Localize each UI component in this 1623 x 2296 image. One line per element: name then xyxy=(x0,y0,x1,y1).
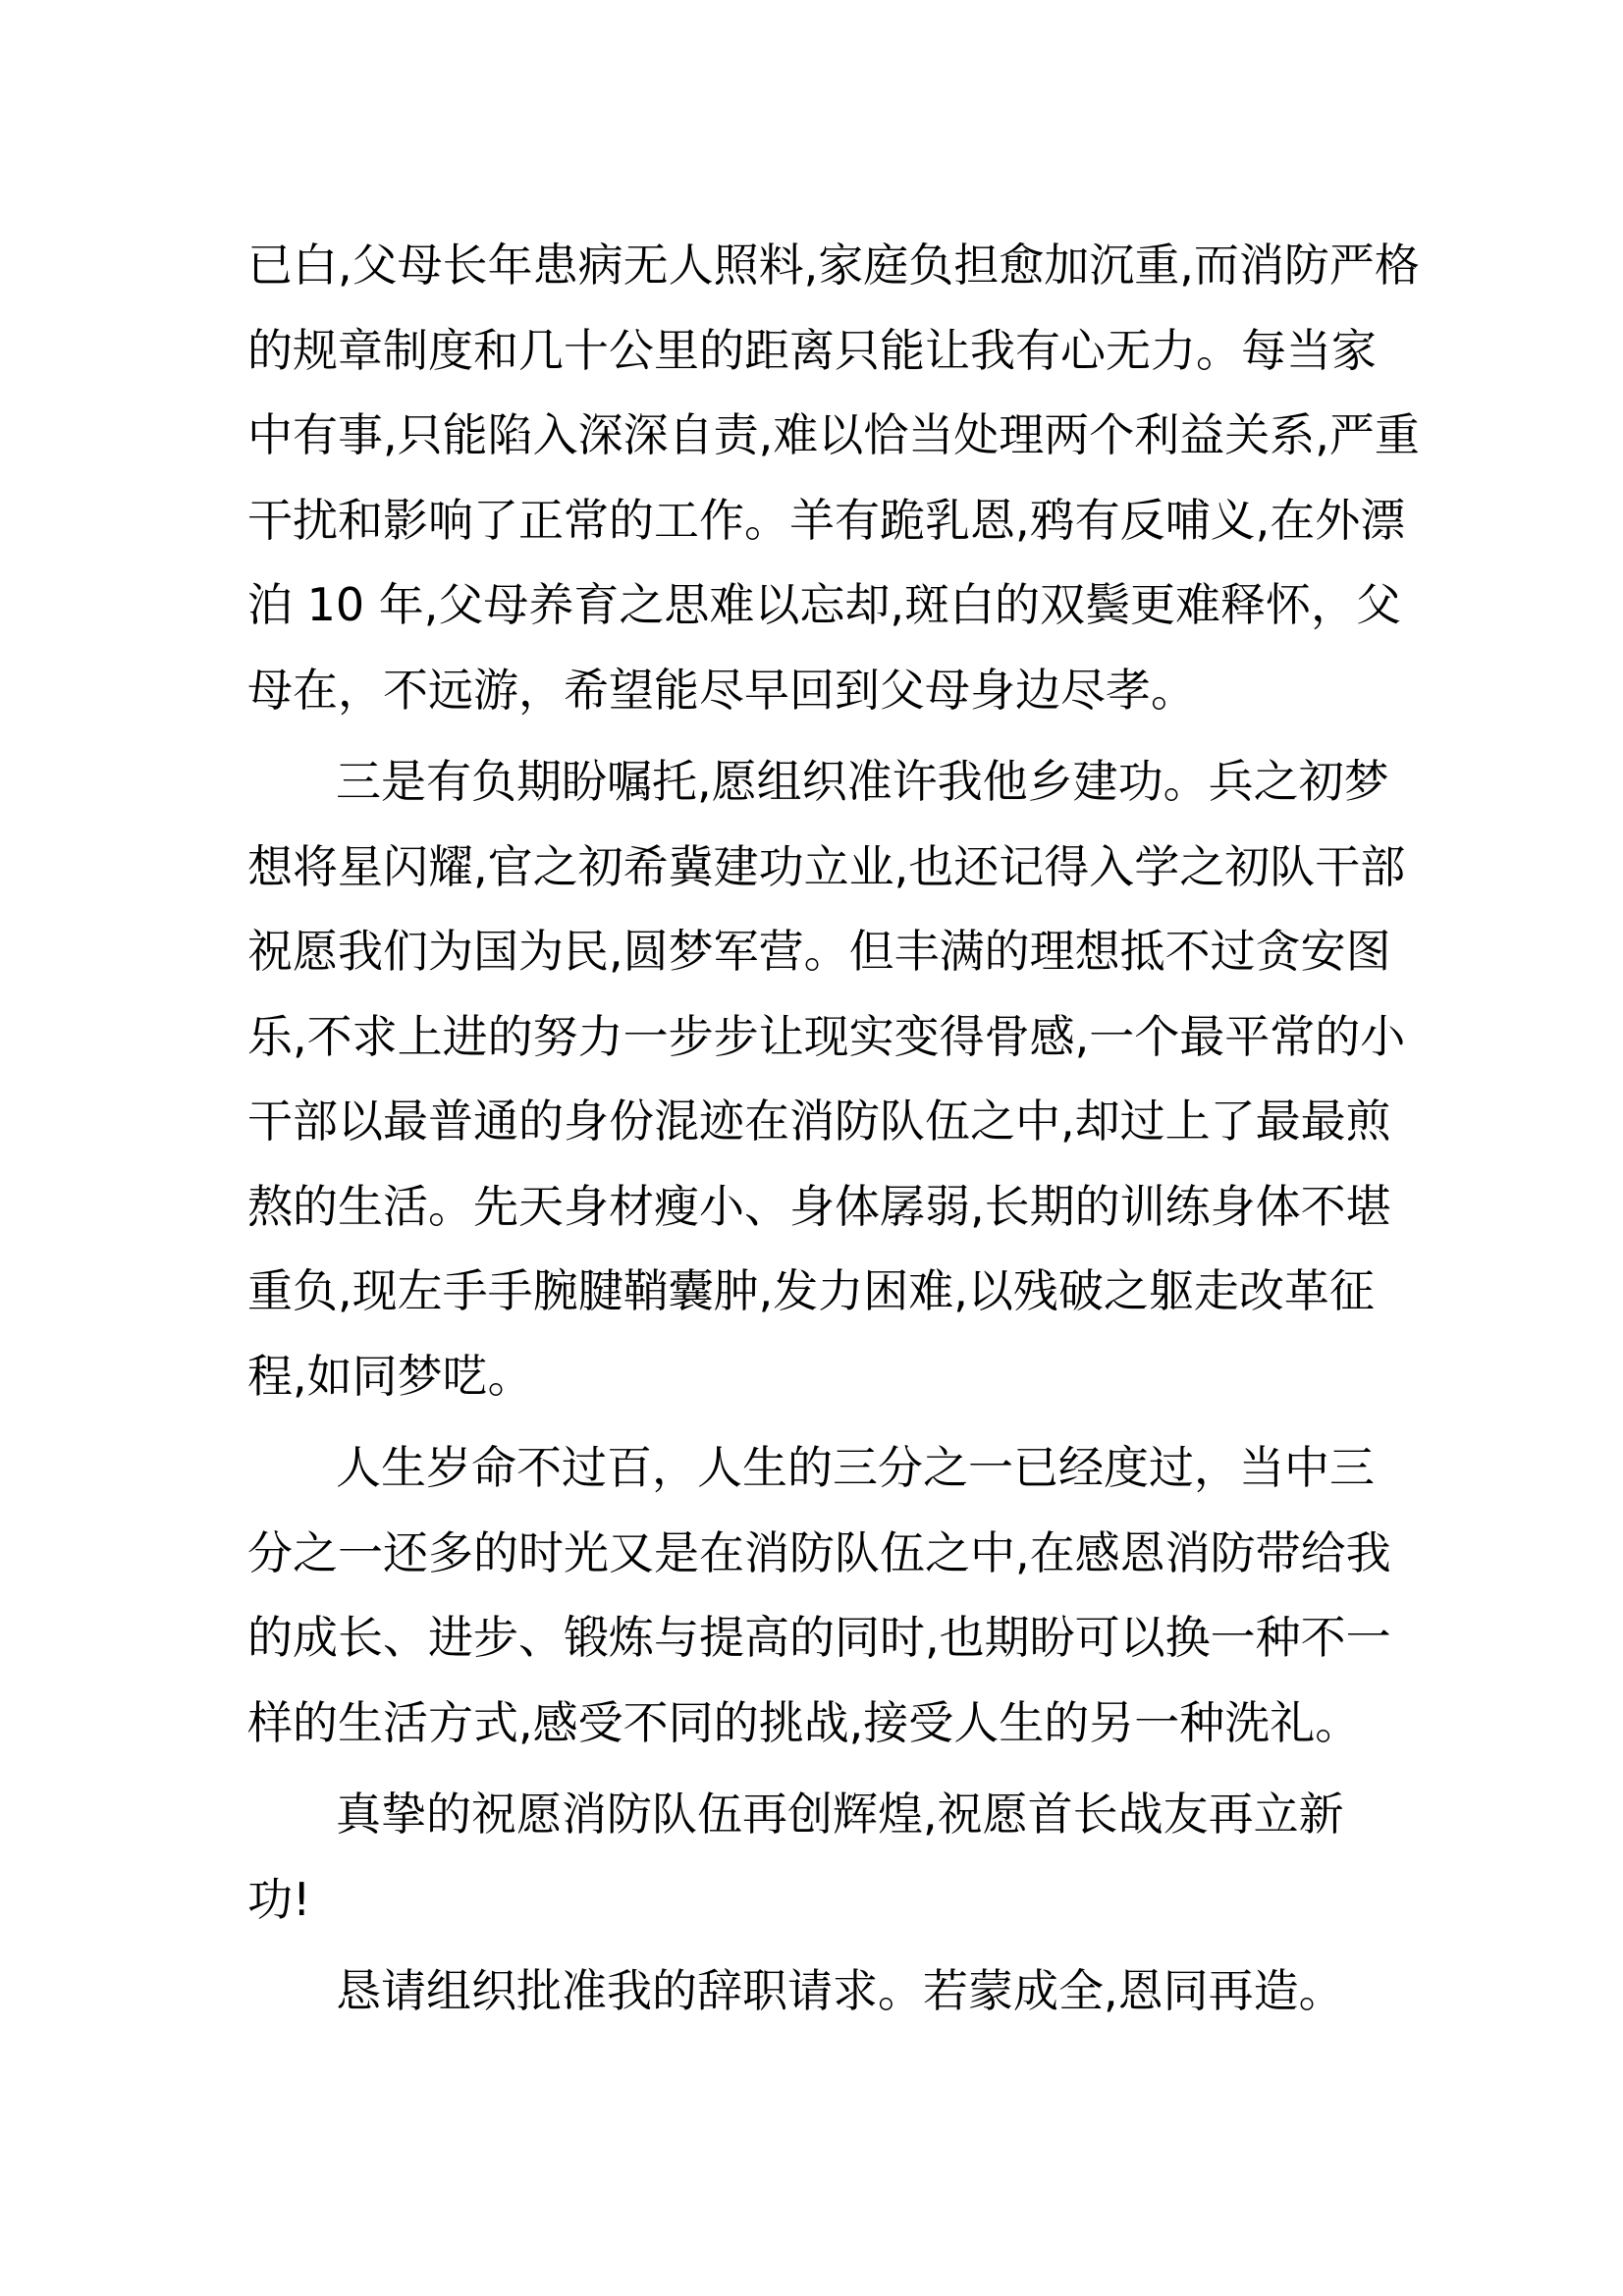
document-page xyxy=(247,223,1420,2034)
text-line: 的成长、进步、锻炼与提高的同时,也期盼可以换一种不一 xyxy=(247,1611,1391,1664)
text-line: 程,如同梦呓。 xyxy=(247,1349,533,1403)
text-line: 样的生活方式,感受不同的挑战,接受人生的另一种洗礼。 xyxy=(247,1695,1361,1749)
text-line: 想将星闪耀,官之初希冀建功立业,也还记得入学之初队干部 xyxy=(247,839,1406,893)
text-line: 母在，不远游，希望能尽早回到父母身边尽孝。 xyxy=(247,663,1196,717)
paragraph xyxy=(247,1772,1406,1942)
text-line: 已白,父母长年患病无人照料,家庭负担愈加沉重,而消防严格 xyxy=(247,239,1420,292)
text-line: 乐,不求上进的努力一步步让现实变得骨感,一个最平常的小 xyxy=(247,1009,1406,1063)
text-line: 恳请组织批准我的辞职请求。若蒙成全,恩同再造。 xyxy=(336,1964,1344,2017)
text-line: 重负,现左手手腕腱鞘囊肿,发力困难,以残破之躯走改革征 xyxy=(247,1264,1375,1317)
text-line: 的规章制度和几十公里的距离只能让我有心无力。每当家 xyxy=(247,323,1377,377)
text-line: 祝愿我们为国为民,圆梦军营。但丰满的理想抵不过贪安图 xyxy=(247,925,1391,978)
text-line: 功! xyxy=(247,1872,311,1926)
text-line: 真挚的祝愿消防队伍再创辉煌,祝愿首长战友再立新 xyxy=(336,1788,1344,1841)
text-line: 干部以最普通的身份混迹在消防队伍之中,却过上了最最煎 xyxy=(247,1095,1391,1148)
paragraph xyxy=(247,223,1420,732)
text-line: 中有事,只能陷入深深自责,难以恰当处理两个利益关系,严重 xyxy=(247,408,1420,461)
text-line: 熬的生活。先天身材瘦小、身体孱弱,长期的训练身体不堪 xyxy=(247,1179,1391,1233)
paragraph xyxy=(247,1425,1406,1765)
text-line: 分之一还多的时光又是在消防队伍之中,在感恩消防带给我 xyxy=(247,1525,1391,1579)
text-line: 泊 10 年,父母养育之思难以忘却,斑白的双鬓更难释怀，父 xyxy=(247,578,1402,631)
text-line: 干扰和影响了正常的工作。羊有跪乳恩,鸦有反哺义,在外漂 xyxy=(247,493,1406,547)
paragraph xyxy=(247,739,1406,1418)
paragraph xyxy=(247,1949,1406,2034)
text-line: 人生岁命不过百，人生的三分之一已经度过，当中三 xyxy=(336,1441,1375,1494)
text-line: 三是有负期盼嘱托,愿组织准许我他乡建功。兵之初梦 xyxy=(336,755,1389,808)
